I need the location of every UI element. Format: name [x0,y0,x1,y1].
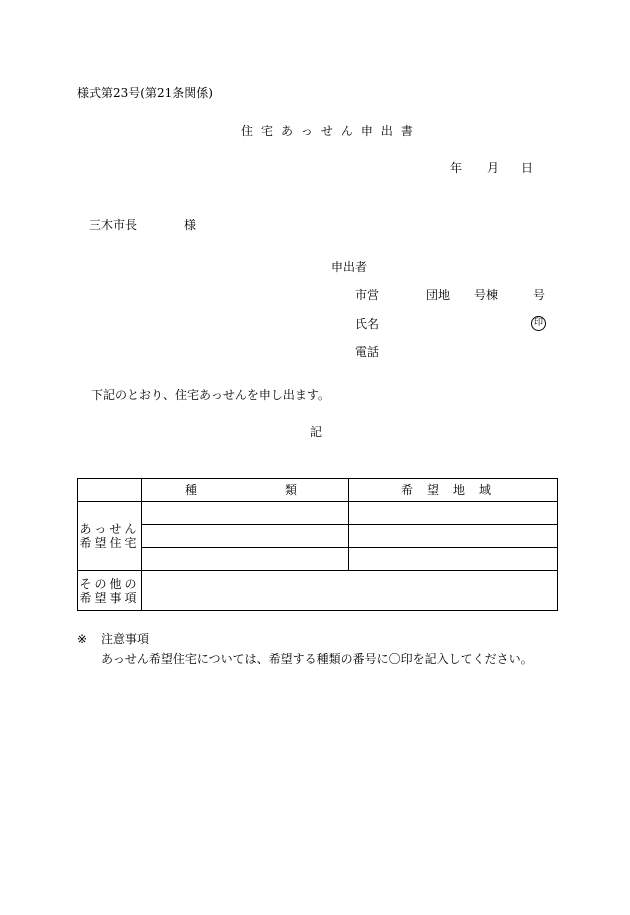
housing-request-label: あっせん 希望住宅 [78,502,142,571]
notes-mark: ※ [77,632,88,646]
other-requests-label: その他の 希望事項 [78,571,142,611]
seal-mark: 印 [531,316,546,331]
ki-mark: 記 [310,425,323,439]
addressee-mayor: 三木市長 [89,218,138,232]
header-type: 種 類 [142,479,349,502]
request-table [77,478,558,611]
form-number: 様式第23号(第21条関係) [77,86,213,100]
address-prefix-label: 市営 [355,288,380,302]
header-area: 希望地域 [349,479,558,502]
table-row [78,525,558,548]
unit-label: 号 [533,288,546,302]
area-cell-2[interactable] [349,525,558,548]
phone-label: 電話 [355,345,380,359]
applicant-heading: 申出者 [331,260,368,274]
name-label: 氏名 [355,317,380,331]
type-cell-2[interactable] [142,525,349,548]
header-blank-cell [78,479,142,502]
intro-text: 下記のとおり、住宅あっせんを申し出ます。 [91,388,330,402]
table-row [78,548,558,571]
other-requests-cell[interactable] [142,571,558,611]
date-month-label: 月 [487,161,500,175]
document-title: 住宅あっせん申出書 [241,124,421,138]
complex-label: 団地 [426,288,451,302]
notes-text: あっせん希望住宅については、希望する種類の番号に〇印を記入してください。 [101,652,533,666]
table-header-row [78,479,558,502]
building-label: 号棟 [474,288,499,302]
area-cell-1[interactable] [349,502,558,525]
addressee-honorific: 様 [184,218,197,232]
table-row [78,571,558,611]
area-cell-3[interactable] [349,548,558,571]
date-day-label: 日 [521,161,534,175]
type-cell-3[interactable] [142,548,349,571]
date-year-label: 年 [450,161,463,175]
table-row [78,502,558,525]
notes-heading: 注意事項 [101,632,150,646]
type-cell-1[interactable] [142,502,349,525]
